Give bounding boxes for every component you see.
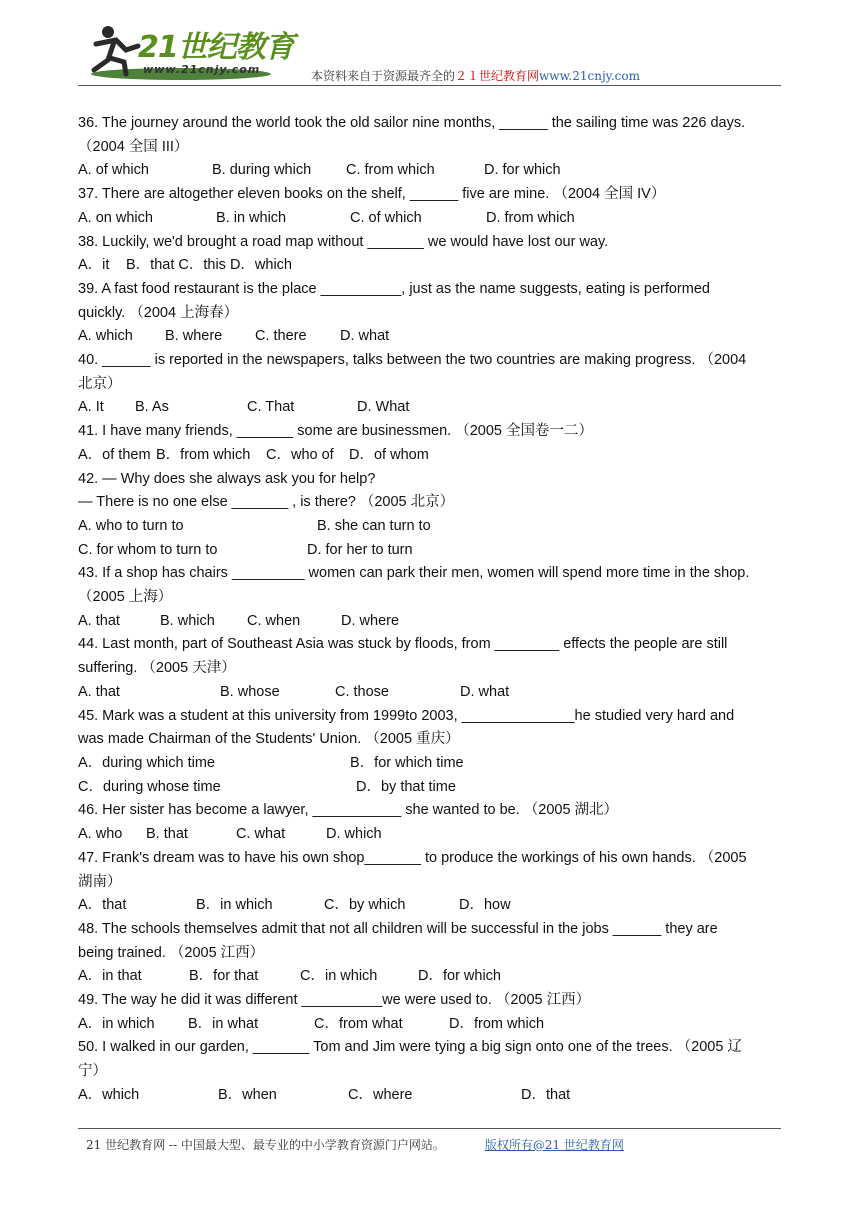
option: B. during which [212,162,312,179]
option: A．in which [78,1015,155,1032]
page-header [0,0,860,90]
option: C．during whose time [78,778,221,795]
question-40-text-cont: 北京） [78,375,122,392]
footer-divider [78,1128,781,1129]
option: A. who [78,826,123,843]
option: D．by that time [356,778,456,795]
option: A. that [78,612,120,629]
option: B. As [135,399,169,416]
question-36-text: 36. The journey around the world took the old sailor nine months, ______ the sailing time was 226 days. [78,115,746,131]
option: B. which [160,612,215,629]
header-note-prefix: 本资料来自于资源最齐全的 [311,69,456,83]
option: D. for her to turn [307,541,413,558]
option: A．of them [78,446,151,463]
question-45-text: 45. Mark was a student at this university from 1999to 2003, ______________he studied very hard and [78,707,735,724]
option: C．in which [300,968,378,985]
question-47-options [78,894,784,918]
option: A．which [78,1086,140,1103]
option: C. there [255,328,307,345]
question-50-text-cont: 宁） [78,1063,107,1080]
question-50-text: 50. I walked in our garden, _______ Tom and Jim were tying a big sign onto one of the trees. （2005 辽 [78,1039,742,1056]
question-43-options [78,610,784,634]
option: B．that C．this D．which [126,257,292,274]
question-48-text-cont: being trained. （2005 江西） [78,944,265,961]
question-46-text: 46. Her sister has become a lawyer, ___________ she wanted to be. （2005 湖北） [78,802,619,819]
header-note [311,67,640,84]
header-site-name[interactable]: ２１世纪教育网 [455,69,540,83]
logo-text: 21世纪教育 [138,30,294,65]
footer-text: 21 世纪教育网 -- 中国最大型、最专业的中小学教育资源门户网站。 [86,1138,445,1152]
question-39-options [78,325,784,349]
option: A. which [78,328,133,345]
logo-url: www.21cnjy.com [143,63,261,76]
question-44-text-cont: suffering. （2005 天津） [78,660,236,677]
option: A．it [78,257,110,274]
option: D. from which [486,209,575,226]
option: A．in that [78,968,142,985]
question-39-text: 39. A fast food restaurant is the place __________, just as the name suggests, eating is performed [78,280,710,297]
option: B. whose [220,683,280,700]
question-47-text-cont: 湖南） [78,873,122,890]
question-41-text: 41. I have many friends, _______ some are businessmen. （2005 全国卷一二） [78,423,594,440]
question-39-text-cont: quickly. （2004 上海春） [78,304,239,321]
option: A. It [78,399,104,416]
option: C. when [247,612,301,629]
option: C．from what [314,1015,403,1032]
option: B．for that [189,968,259,985]
question-43-text-cont: （2005 上海） [78,589,173,606]
question-45-options [78,776,784,800]
option: C．where [348,1086,413,1103]
option: B．for which time [350,754,464,771]
question-44-text: 44. Last month, part of Southeast Asia was stuck by floods, from ________ effects the people are still [78,636,728,653]
option: A. on which [78,209,153,226]
question-47-text: 47. Frank's dream was to have his own shop_______ to produce the workings of his own hands. （2005 [78,849,747,866]
question-list [78,112,784,1108]
option: B. in which [216,209,287,226]
question-36-text-cont: （2004 全国 III） [78,138,189,155]
question-37-text: 37. There are altogether eleven books on the shelf, ______ five are mine. （2004 全国 IV） [78,186,666,203]
option: C. of which [350,209,422,226]
question-42-options [78,515,784,539]
option: C. from which [346,162,435,179]
option: C. those [335,683,389,700]
option: C．by which [324,897,406,914]
question-45-text-cont: was made Chairman of the Students' Union. （2005 重庆） [78,731,460,748]
option: D．of whom [349,446,429,463]
question-38-text: 38. Luckily, we'd brought a road map without _______ we would have lost our way. [78,233,609,250]
option: D. what [460,683,510,700]
option: C. That [247,399,295,416]
footer-copyright-link[interactable]: 版权所有@21 世纪教育网 [484,1138,624,1152]
option: B．from which [156,446,251,463]
option: C. what [236,826,286,843]
option: C. for whom to turn to [78,541,218,558]
option: D．that [521,1086,571,1103]
question-48-options [78,965,784,989]
question-40-options [78,396,784,420]
question-44-options [78,681,784,705]
option: C．who of [266,446,334,463]
question-50-options [78,1084,784,1108]
option: B. she can turn to [317,517,431,534]
option: D．from which [449,1015,545,1032]
option: D. for which [484,162,561,179]
option: B．when [218,1086,277,1103]
question-37-options [78,207,784,231]
option: D．how [459,897,511,914]
header-site-url[interactable]: www.21cnjy.com [539,69,640,83]
question-49-options [78,1013,784,1037]
page-footer [86,1136,624,1153]
option: A. who to turn to [78,517,184,534]
question-36-options [78,159,784,183]
question-49-text: 49. The way he did it was different __________we were used to. （2005 江西） [78,992,591,1009]
option: B. that [146,826,188,843]
question-41-options [78,444,784,468]
option: B．in which [196,897,273,914]
question-43-text: 43. If a shop has chairs _________ women can park their men, women will spend more time in the shop. [78,565,750,582]
question-42-options [78,539,784,563]
option: A. that [78,683,120,700]
question-38-options [78,254,784,278]
option: A．during which time [78,754,215,771]
option: B. where [165,328,223,345]
option: D. what [340,328,390,345]
option: D. What [357,399,410,416]
option: D. where [341,612,400,629]
question-48-text: 48. The schools themselves admit that not all children will be successful in the jobs ______ they are [78,920,718,937]
option: D．for which [418,968,501,985]
option: A．that [78,897,127,914]
question-45-options [78,752,784,776]
option: D. which [326,826,382,843]
question-42-text: 42. — Why does she always ask you for help? [78,470,376,487]
option: B．in what [188,1015,259,1032]
option: A. of which [78,162,149,179]
header-divider [78,85,781,86]
question-46-options [78,823,784,847]
question-40-text: 40. ______ is reported in the newspapers, talks between the two countries are making progress. （2004 [78,352,747,369]
question-42-text-cont: — There is no one else _______ , is there? （2005 北京） [78,494,455,511]
